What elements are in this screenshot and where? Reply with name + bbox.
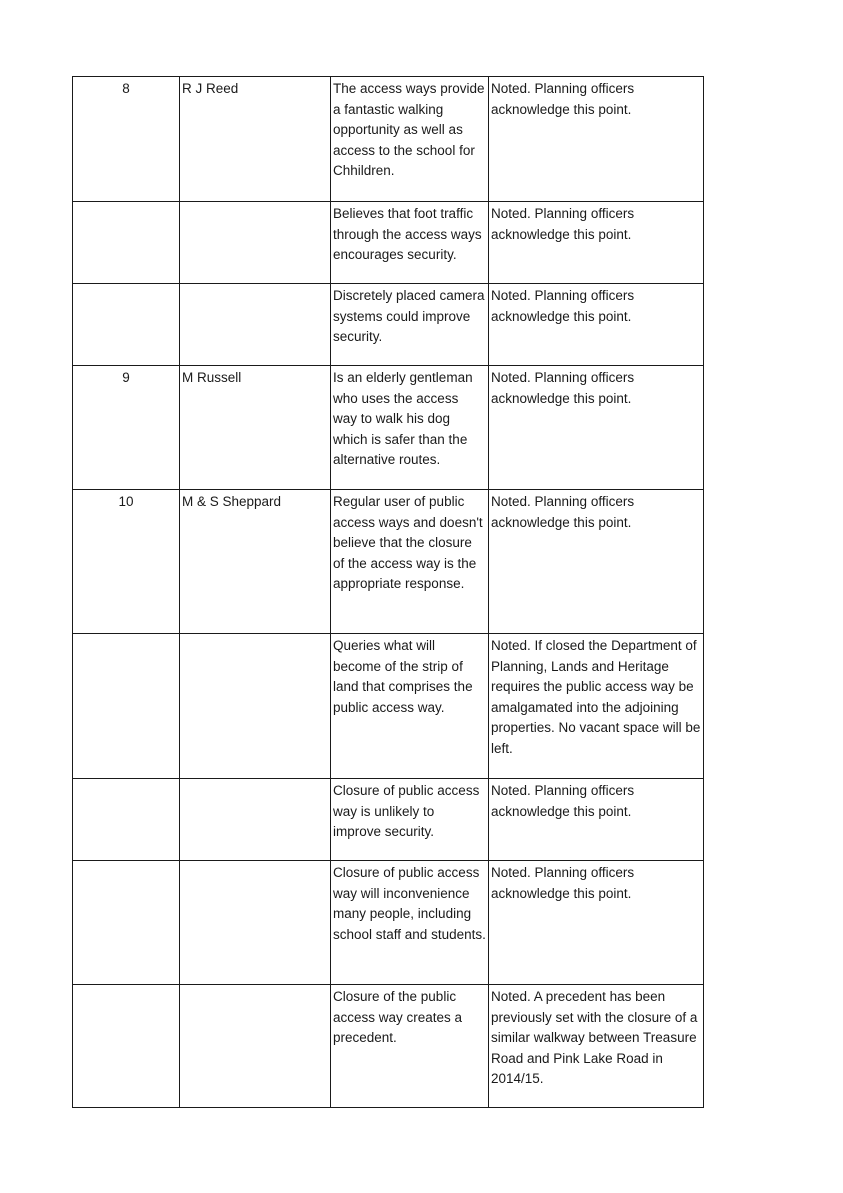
response-cell: Noted. Planning officers acknowledge this point. <box>489 490 704 634</box>
response-cell: Noted. A precedent has been previously set with the closure of a similar walkway between Treasure Road and Pink Lake Road in 2014/15. <box>489 985 704 1108</box>
table-row <box>73 284 704 366</box>
submissions-table <box>72 76 704 1108</box>
submitter-name <box>180 284 331 366</box>
submission-number <box>73 284 180 366</box>
table-row <box>73 985 704 1108</box>
comment-cell: Closure of public access way is unlikely to improve security. <box>331 779 489 861</box>
response-cell: Noted. Planning officers acknowledge this point. <box>489 284 704 366</box>
submission-number <box>73 634 180 779</box>
comment-cell: The access ways provide a fantastic walking opportunity as well as access to the school for Chhildren. <box>331 77 489 202</box>
response-cell: Noted. Planning officers acknowledge this point. <box>489 77 704 202</box>
response-cell: Noted. Planning officers acknowledge this point. <box>489 202 704 284</box>
response-cell: Noted. Planning officers acknowledge this point. <box>489 779 704 861</box>
submission-number: 8 <box>73 77 180 202</box>
comment-cell: Is an elderly gentleman who uses the access way to walk his dog which is safer than the alternative routes. <box>331 366 489 490</box>
comment-cell: Regular user of public access ways and doesn't believe that the closure of the access way is the appropriate response. <box>331 490 489 634</box>
table-row <box>73 634 704 779</box>
comment-cell: Discretely placed camera systems could improve security. <box>331 284 489 366</box>
table-row <box>73 202 704 284</box>
submission-number <box>73 202 180 284</box>
submission-number: 9 <box>73 366 180 490</box>
comment-cell: Closure of the public access way creates a precedent. <box>331 985 489 1108</box>
table-row <box>73 861 704 985</box>
table-row <box>73 366 704 490</box>
submission-number <box>73 861 180 985</box>
submission-number <box>73 985 180 1108</box>
comment-cell: Believes that foot traffic through the access ways encourages security. <box>331 202 489 284</box>
comment-cell: Queries what will become of the strip of land that comprises the public access way. <box>331 634 489 779</box>
comment-cell: Closure of public access way will inconvenience many people, including school staff and students. <box>331 861 489 985</box>
table-row <box>73 77 704 202</box>
submitter-name: M & S Sheppard <box>180 490 331 634</box>
table-row <box>73 490 704 634</box>
table-row <box>73 779 704 861</box>
response-cell: Noted. If closed the Department of Planning, Lands and Heritage requires the public access way be amalgamated into the adjoining properties. No vacant space will be left. <box>489 634 704 779</box>
submitter-name <box>180 861 331 985</box>
submitter-name <box>180 634 331 779</box>
submitter-name: M Russell <box>180 366 331 490</box>
response-cell: Noted. Planning officers acknowledge this point. <box>489 366 704 490</box>
submitter-name <box>180 985 331 1108</box>
submission-number: 10 <box>73 490 180 634</box>
submission-number <box>73 779 180 861</box>
response-cell: Noted. Planning officers acknowledge this point. <box>489 861 704 985</box>
submitter-name: R J Reed <box>180 77 331 202</box>
submitter-name <box>180 202 331 284</box>
submitter-name <box>180 779 331 861</box>
